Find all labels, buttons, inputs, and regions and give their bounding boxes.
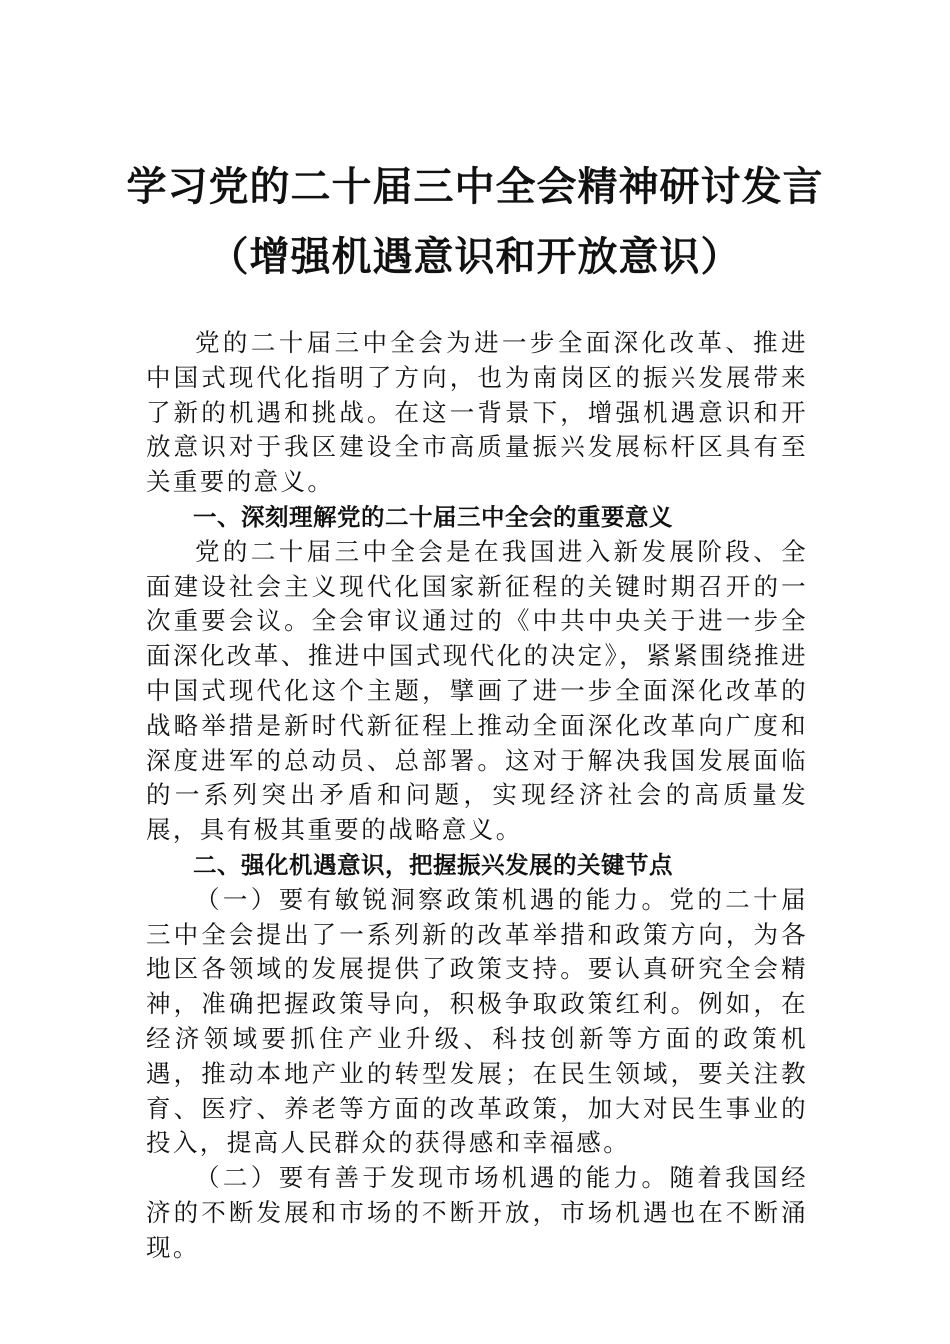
section-2-heading: 二、强化机遇意识，把握振兴发展的关键节点 bbox=[193, 850, 673, 879]
section-1-paragraph: 党的二十届三中全会是在我国进入新发展阶段、全面建设社会主义现代化国家新征程的关键时期召开的一次重要会议。全会审议通过的《中共中央关于进一步全面深化改革、推进中国式现代化的决定》，紧紧围绕推进中国式现代化这个主题，擘画了进一步全面深化改革的战略举措是新时代新征程上推动全面深化改革向广度和深度进军的总动员、总部署。这对于解决我国发展面临的一系列突出矛盾和问题，实现经济社会的高质量发展，具有极其重要的战略意义。 bbox=[146, 536, 808, 845]
section-2-item-2 bbox=[146, 1161, 808, 1265]
section-2-item-2-lead: （二）要有善于发现市场机遇的能力。 bbox=[195, 1163, 670, 1193]
section-2-item-1 bbox=[146, 883, 808, 1161]
intro-paragraph: 党的二十届三中全会为进一步全面深化改革、推进中国式现代化指明了方向，也为南岗区的振兴发展带来了新的机遇和挑战。在这一背景下，增强机遇意识和开放意识对于我区建设全市高质量振兴发展标杆区具有至关重要的意义。 bbox=[146, 328, 808, 497]
section-2-item-2-text: 随着我国经济的不断发展和市场的不断开放，市场机遇也在不断涌现。 bbox=[146, 1163, 808, 1262]
section-1-heading: 一、深刻理解党的二十届三中全会的重要意义 bbox=[193, 502, 673, 531]
document-title: 学习党的二十届三中全会精神研讨发言 bbox=[126, 163, 824, 210]
section-2-item-1-lead: （一）要有敏锐洞察政策机遇的能力。 bbox=[195, 884, 670, 914]
document-subtitle: （增强机遇意识和开放意识） bbox=[208, 233, 742, 280]
document-body bbox=[146, 326, 808, 1266]
section-2-item-1-text: 党的二十届三中全会提出了一系列新的改革举措和政策方向，为各地区各领域的发展提供了政策支持。要认真研究全会精神，准确把握政策导向，积极争取政策红利。例如，在经济领域要抓住产业升级、科技创新等方面的政策机遇，推动本地产业的转型发展；在民生领域，要关注教育、医疗、养老等方面的改革政策，加大对民生事业的投入，提高人民群众的获得感和幸福感。 bbox=[146, 884, 808, 1158]
